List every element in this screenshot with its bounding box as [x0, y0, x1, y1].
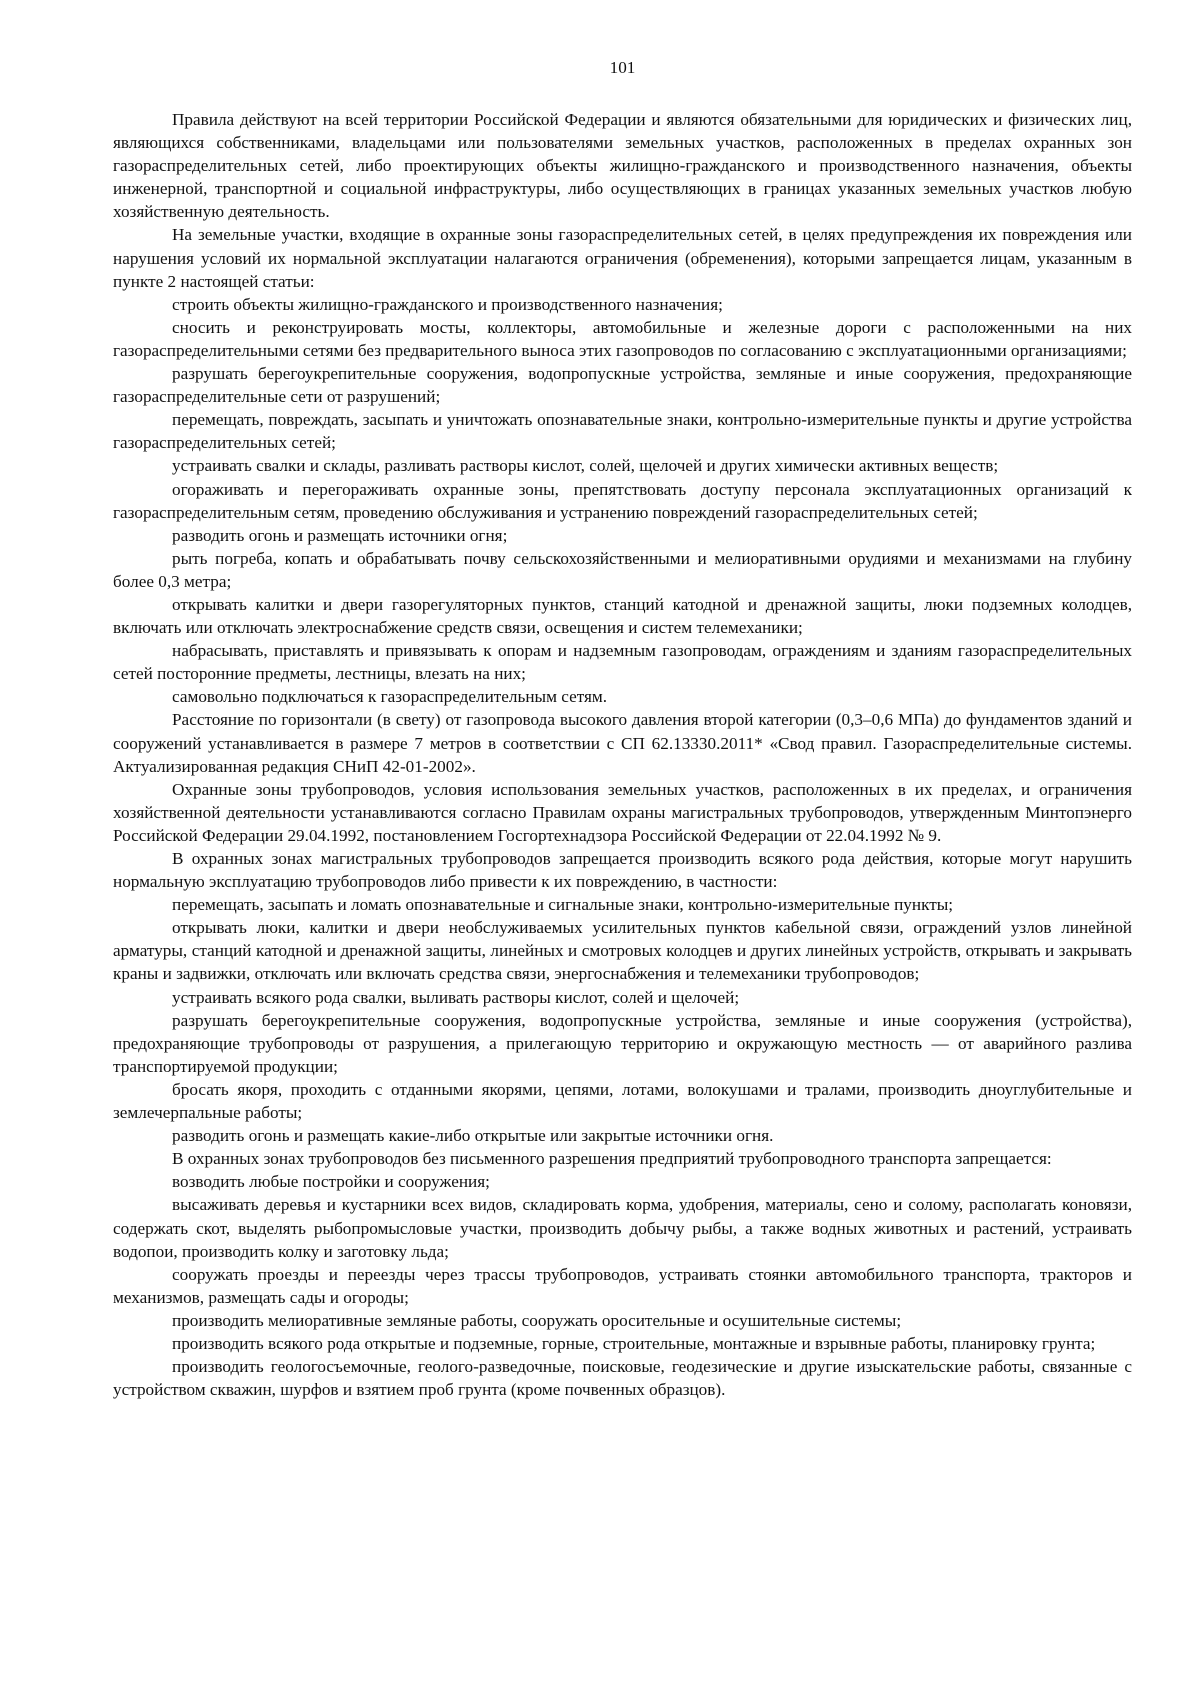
document-body — [113, 108, 1132, 1401]
paragraph: открывать люки, калитки и двери необслуживаемых усилительных пунктов кабельной связи, ограждений узлов линейной арматуры, станций катодной и дренажной защиты, линейных и смотровых колодцев и других линейных устройств, открывать и закрывать краны и задвижки, отключать или включать средства связи, энергоснабжения и телемеханики трубопроводов; — [113, 918, 1132, 984]
paragraph: В охранных зонах трубопроводов без письменного разрешения предприятий трубопроводного транспорта запрещается: — [172, 1149, 1052, 1169]
paragraph: рыть погреба, копать и обрабатывать почву сельскохозяйственными и мелиоративными орудиями и механизмами на глубину более 0,3 метра; — [113, 548, 1132, 591]
paragraph: разрушать берегоукрепительные сооружения, водопропускные устройства, земляные и иные сооружения, предохраняющие газораспределительные сети от разрушений; — [113, 364, 1132, 407]
paragraph: Охранные зоны трубопроводов, условия использования земельных участков, расположенных в их пределах, и ограничения хозяйственной деятельности устанавливаются согласно Правилам охраны магистральных трубопроводов, утвержденным Минтопэнерго Российской Федерации 29.04.1992, постановлением Госгортехнадзора Российской Федерации от 22.04.1992 № 9. — [113, 779, 1132, 845]
paragraph: высаживать деревья и кустарники всех видов, складировать корма, удобрения, материалы, сено и солому, располагать коновязи, содержать скот, выделять рыбопромысловые участки, производить добычу рыбы, а также водных животных и растений, устраивать водопои, производить колку и заготовку льда; — [113, 1195, 1132, 1261]
paragraph: Правила действуют на всей территории Российской Федерации и являются обязательными для юридических и физических лиц, являющихся собственниками, владельцами или пользователями земельных участков, расположенных в пределах охранных зон газораспределительных сетей, либо проектирующих объекты жилищно-гражданского и производственного назначения, объекты инженерной, транспортной и социальной инфраструктуры, либо осуществляющих в границах указанных земельных участков любую хозяйственную деятельность. — [113, 110, 1132, 222]
paragraph: производить мелиоративные земляные работы, сооружать оросительные и осушительные системы; — [172, 1310, 902, 1330]
paragraph: возводить любые постройки и сооружения; — [172, 1172, 490, 1192]
paragraph: огораживать и перегораживать охранные зоны, препятствовать доступу персонала эксплуатационных организаций к газораспределительным сетям, проведению обслуживания и устранению повреждений газораспределительных сетей; — [113, 479, 1132, 522]
paragraph: разводить огонь и размещать какие-либо открытые или закрытые источники огня. — [172, 1126, 774, 1146]
page-number: 101 — [609, 58, 636, 77]
paragraph: перемещать, засыпать и ломать опознавательные и сигнальные знаки, контрольно-измерительные пункты; — [172, 895, 954, 915]
paragraph: сносить и реконструировать мосты, коллекторы, автомобильные и железные дороги с расположенными на них газораспределительными сетями без предварительного выноса этих газопроводов по согласованию с эксплуатационными организациями; — [113, 317, 1132, 360]
paragraph: перемещать, повреждать, засыпать и уничтожать опознавательные знаки, контрольно-измерительные пункты и другие устройства газораспределительных сетей; — [113, 410, 1132, 453]
paragraph: Расстояние по горизонтали (в свету) от газопровода высокого давления второй категории (0,3–0,6 МПа) до фундаментов зданий и сооружений устанавливается в размере 7 метров в соответствии с СП 62.13330.2011* «Свод правил. Газораспределительные системы. Актуализированная редакция СНиП 42-01-2002». — [113, 710, 1132, 776]
paragraph: устраивать всякого рода свалки, выливать растворы кислот, солей и щелочей; — [172, 987, 740, 1007]
paragraph: производить геологосъемочные, геолого-разведочные, поисковые, геодезические и другие изыскательские работы, связанные с устройством скважин, шурфов и взятием проб грунта (кроме почвенных образцов). — [113, 1357, 1132, 1400]
paragraph: бросать якоря, проходить с отданными якорями, цепями, лотами, волокушами и тралами, производить дноуглубительные и землечерпальные работы; — [113, 1079, 1132, 1123]
paragraph: В охранных зонах магистральных трубопроводов запрещается производить всякого рода действия, которые могут нарушить нормальную эксплуатацию трубопроводов либо привести к их повреждению, в частности: — [113, 849, 1132, 892]
paragraph: сооружать проезды и переезды через трассы трубопроводов, устраивать стоянки автомобильного транспорта, тракторов и механизмов, размещать сады и огороды; — [113, 1264, 1132, 1307]
paragraph: На земельные участки, входящие в охранные зоны газораспределительных сетей, в целях предупреждения их повреждения или нарушения условий их нормальной эксплуатации налагаются ограничения (обременения), которыми запрещается лицам, указанным в пункте 2 настоящей статьи: — [113, 225, 1132, 291]
paragraph: набрасывать, приставлять и привязывать к опорам и надземным газопроводам, ограждениям и зданиям газораспределительных сетей посторонние предметы, лестницы, влезать на них; — [113, 641, 1132, 684]
paragraph: устраивать свалки и склады, разливать растворы кислот, солей, щелочей и других химически активных веществ; — [172, 456, 999, 476]
paragraph: открывать калитки и двери газорегуляторных пунктов, станций катодной и дренажной защиты, люки подземных колодцев, включать или отключать электроснабжение средств связи, освещения и систем телемеханики; — [113, 594, 1132, 638]
paragraph: строить объекты жилищно-гражданского и производственного назначения; — [172, 294, 723, 314]
paragraph: самовольно подключаться к газораспределительным сетям. — [172, 687, 608, 707]
paragraph: разрушать берегоукрепительные сооружения, водопропускные устройства, земляные и иные сооружения (устройства), предохраняющие трубопроводы от разрушения, а прилегающую территорию и окружающую местность — от аварийного разлива транспортируемой продукции; — [113, 1010, 1132, 1076]
paragraph: разводить огонь и размещать источники огня; — [172, 525, 508, 545]
paragraph: производить всякого рода открытые и подземные, горные, строительные, монтажные и взрывные работы, планировку грунта; — [172, 1333, 1096, 1353]
